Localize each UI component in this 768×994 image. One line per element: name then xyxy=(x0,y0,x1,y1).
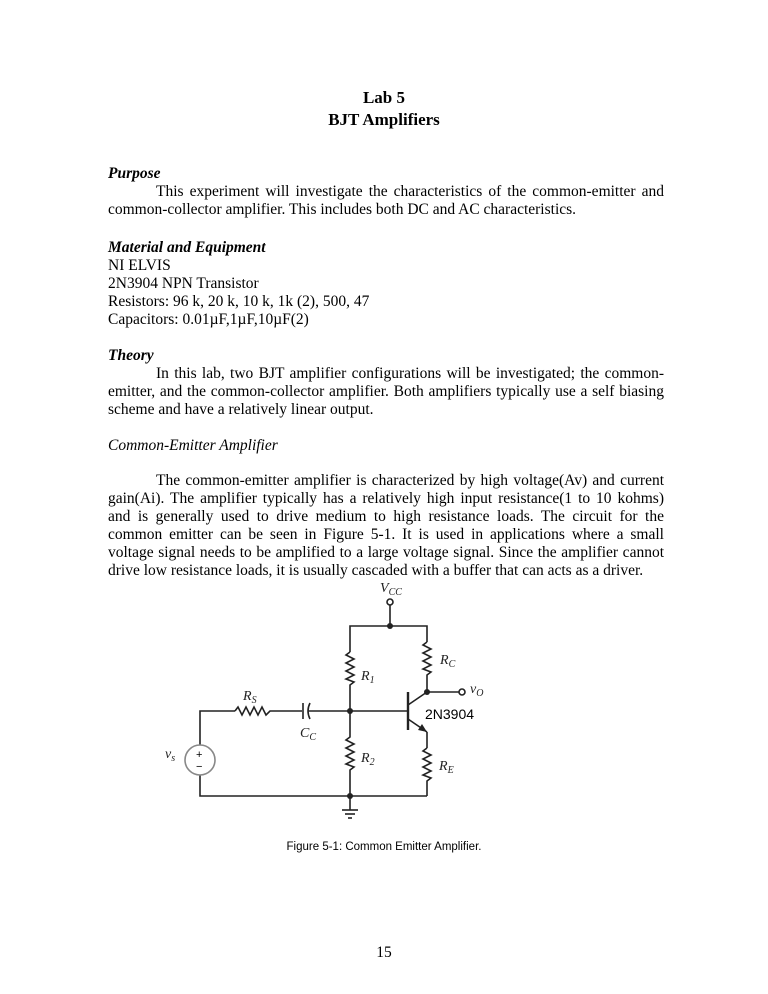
materials-heading: Material and Equipment xyxy=(108,239,266,256)
plus-sign: + xyxy=(196,749,203,761)
purpose-body: This experiment will investigate the characteristics of the common-emitter and common-collector amplifier. This includes both DC and AC characteristics. xyxy=(108,183,664,218)
material-item: Capacitors: 0.01µF,1µF,10µF(2) xyxy=(108,311,309,328)
common-emitter-body: The common-emitter amplifier is characterized by high voltage(Av) and current gain(Ai). The amplifier typically has a relatively high input resistance(1 to 10 kohms) and is generally used to drive medium to high resistance loads. The circuit for the common emitter can be seen in Figure 5-1. It is used in applications where a small voltage signal needs to be amplified to a large voltage signal. Since the amplifier cannot drive low resistance loads, it is usually cascaded with a buffer that can acts as a driver. xyxy=(108,472,664,579)
resistor-re xyxy=(423,748,431,796)
label-r2: $R_2$ xyxy=(361,751,375,768)
minus-sign: − xyxy=(196,761,203,773)
vcc-terminal xyxy=(387,599,393,605)
emitter-arrow-icon xyxy=(418,724,427,732)
theory-body: In this lab, two BJT amplifier configurations will be investigated; the common-emitter, and the common-collector amplifier. Both amplifiers typically use a self biasing scheme and have a relatively linear output. xyxy=(108,365,664,418)
lab-subtitle: BJT Amplifiers xyxy=(328,110,440,129)
label-vs: $v_s$ xyxy=(165,747,176,764)
material-item: 2N3904 NPN Transistor xyxy=(108,275,259,292)
resistor-r2 xyxy=(346,711,354,796)
label-transistor: 2N3904 xyxy=(425,706,475,722)
theory-heading: Theory xyxy=(108,347,154,364)
page-number: 15 xyxy=(376,944,392,961)
figure-caption: Figure 5-1: Common Emitter Amplifier. xyxy=(286,841,482,853)
material-item: NI ELVIS xyxy=(108,257,171,274)
label-rs: $R_S$ xyxy=(243,689,257,706)
resistor-rc xyxy=(423,642,431,692)
material-item: Resistors: 96 k, 20 k, 10 k, 1k (2), 500, 47 xyxy=(108,293,370,310)
label-vo: $v_O$ xyxy=(470,682,484,699)
label-r1: $R_1$ xyxy=(361,669,375,686)
resistor-rs xyxy=(235,707,302,715)
purpose-heading: Purpose xyxy=(108,165,161,182)
label-rc: $R_C$ xyxy=(440,653,456,670)
label-vcc: $V_{CC}$ xyxy=(380,581,402,598)
lab-title: Lab 5 xyxy=(362,88,406,107)
resistor-r1 xyxy=(346,652,354,711)
common-emitter-heading: Common-Emitter Amplifier xyxy=(108,437,278,454)
label-re: $R_E$ xyxy=(439,759,454,776)
output-terminal xyxy=(459,689,465,695)
label-cc: $C_C$ xyxy=(300,726,317,743)
